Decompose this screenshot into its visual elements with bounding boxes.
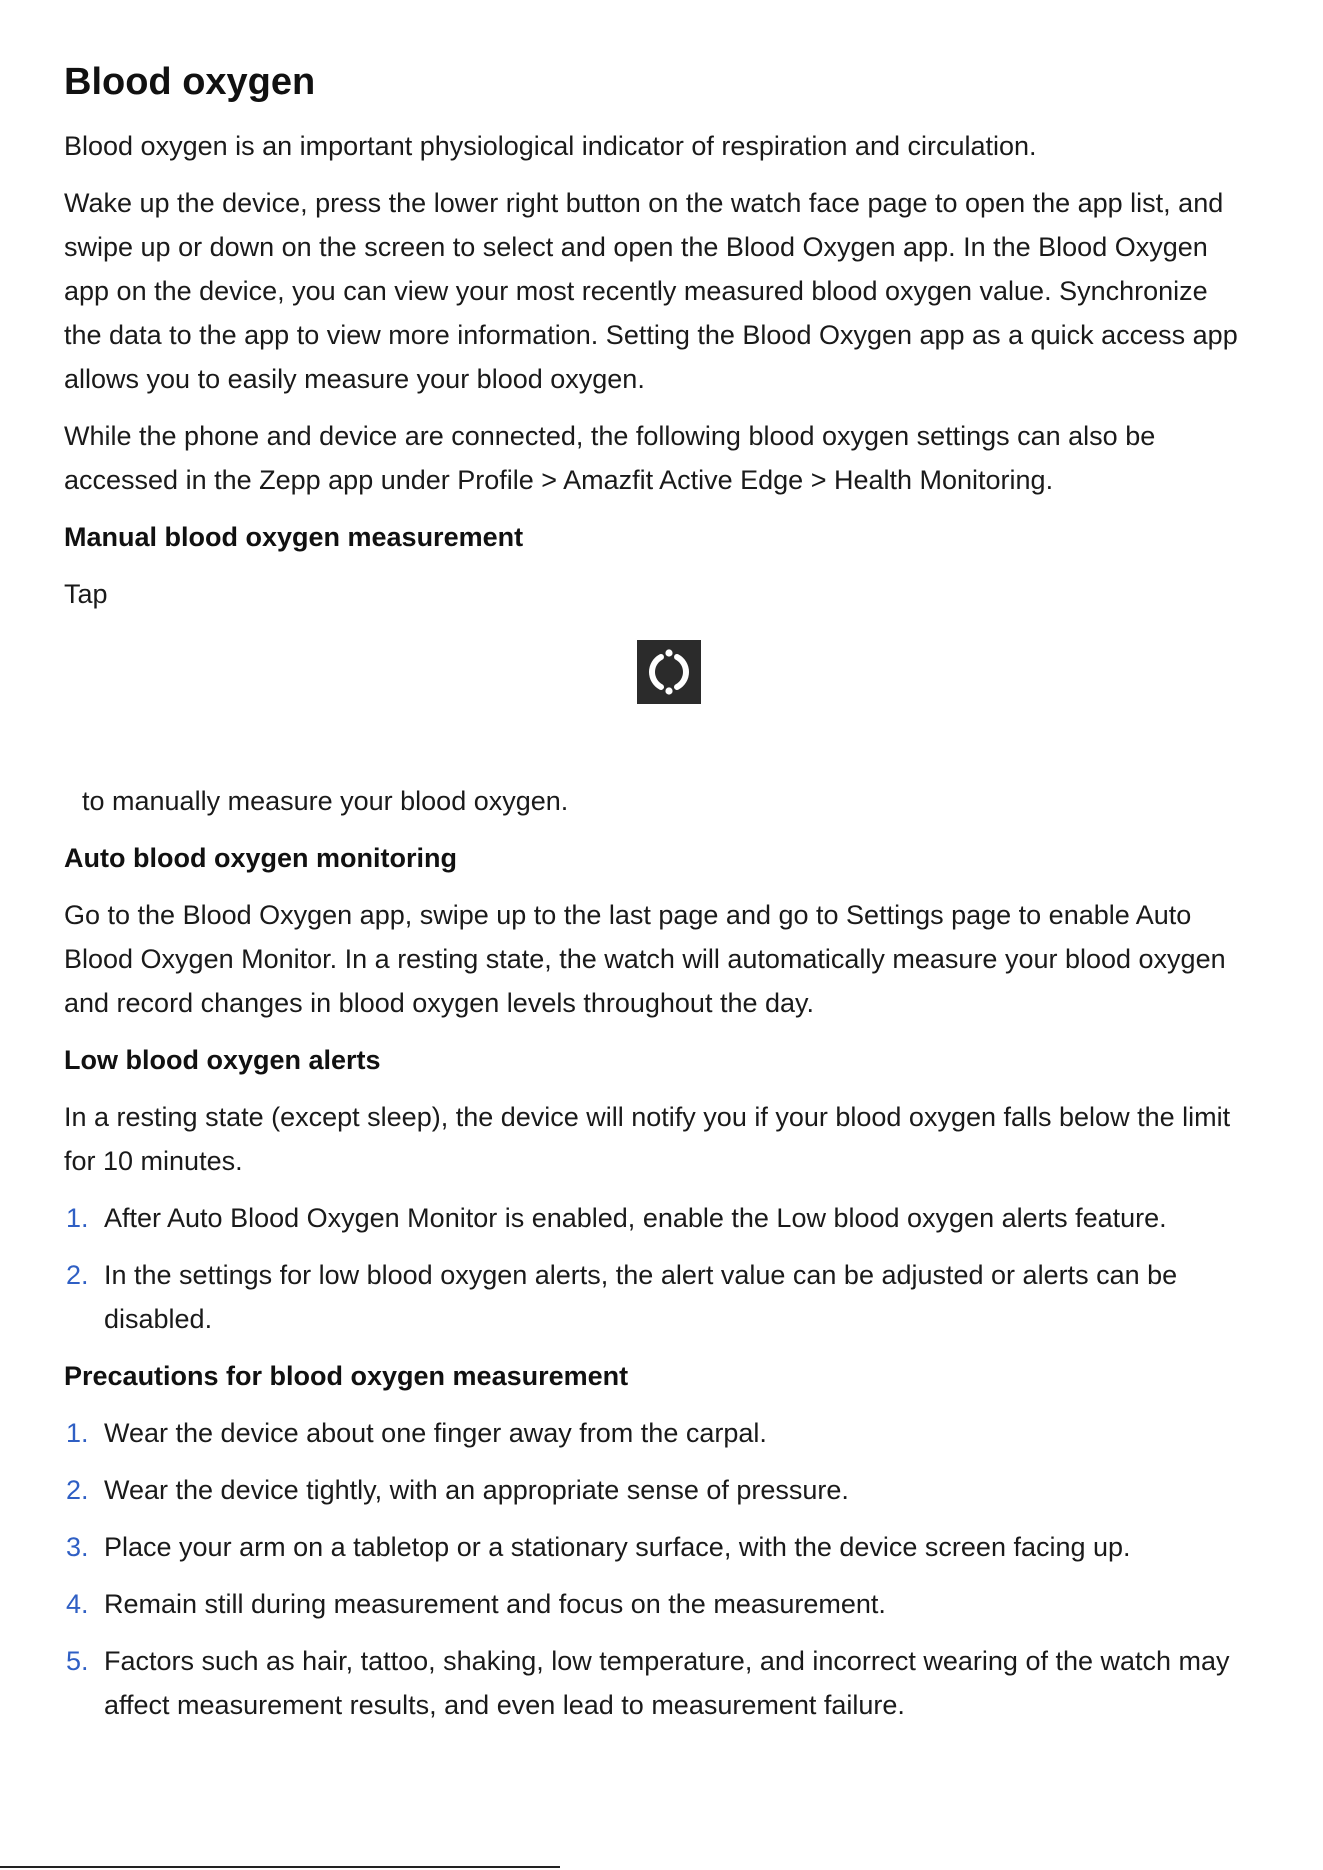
auto-monitoring-text: Go to the Blood Oxygen app, swipe up to the last page and go to Settings page to enable Auto Blood Oxygen Monitor. In a resting state, the watch will automatically measure your blood oxygen and record changes in blood oxygen levels throughout the day. xyxy=(64,899,1226,1018)
list-item-text: Wear the device about one finger away from the carpal. xyxy=(104,1417,767,1448)
list-item-text: In the settings for low blood oxygen alerts, the alert value can be adjusted or alerts can be disabled. xyxy=(104,1259,1178,1334)
list-item xyxy=(64,1468,1244,1512)
list-number: 1. xyxy=(66,1417,89,1448)
list-item xyxy=(64,1253,1244,1341)
list-number: 2. xyxy=(66,1474,89,1505)
settings-path-paragraph: While the phone and device are connected, the following blood oxygen settings can also be accessed in the Zepp app under Profile > Amazfit Active Edge > Health Monitoring. xyxy=(64,420,1156,495)
manual-measurement-heading: Manual blood oxygen measurement xyxy=(64,521,524,552)
list-number: 1. xyxy=(66,1202,89,1233)
list-item xyxy=(64,1582,1244,1626)
list-number: 2. xyxy=(66,1259,89,1290)
page-title: Blood oxygen xyxy=(64,61,316,103)
precautions-list xyxy=(64,1411,1244,1727)
list-item xyxy=(64,1639,1244,1727)
icon-row xyxy=(64,629,1244,779)
after-icon-text: to manually measure your blood oxygen. xyxy=(82,785,569,816)
low-alerts-text: In a resting state (except sleep), the device will notify you if your blood oxygen falls below the limit for 10 minutes. xyxy=(64,1101,1231,1176)
list-item-text: Remain still during measurement and focus on the measurement. xyxy=(104,1588,886,1619)
tap-text: Tap xyxy=(64,578,108,609)
list-item xyxy=(64,1196,1244,1240)
precautions-heading: Precautions for blood oxygen measurement xyxy=(64,1360,629,1391)
list-item xyxy=(64,1411,1244,1455)
list-item xyxy=(64,1525,1244,1569)
list-number: 4. xyxy=(66,1588,89,1619)
low-alerts-heading: Low blood oxygen alerts xyxy=(64,1044,381,1075)
list-item-text: Wear the device tightly, with an appropriate sense of pressure. xyxy=(104,1474,849,1505)
footer-divider xyxy=(0,1866,560,1868)
open-app-paragraph: Wake up the device, press the lower right button on the watch face page to open the app list, and swipe up or down on the screen to select and open the Blood Oxygen app. In the Blood Oxygen app on the device, you can view your most recently measured blood oxygen value. Synchronize the data to the app to view more information. Setting the Blood Oxygen app as a quick access app allows you to easily measure your blood oxygen. xyxy=(64,187,1238,394)
refresh-icon xyxy=(637,640,701,704)
list-number: 5. xyxy=(66,1645,89,1676)
document-page xyxy=(64,60,1244,1740)
list-item-text: Factors such as hair, tattoo, shaking, low temperature, and incorrect wearing of the watch may affect measurement results, and even lead to measurement failure. xyxy=(104,1645,1230,1720)
list-item-text: Place your arm on a tabletop or a stationary surface, with the device screen facing up. xyxy=(104,1531,1131,1562)
auto-monitoring-heading: Auto blood oxygen monitoring xyxy=(64,842,457,873)
intro-paragraph: Blood oxygen is an important physiological indicator of respiration and circulation. xyxy=(64,130,1037,161)
list-item-text: After Auto Blood Oxygen Monitor is enabled, enable the Low blood oxygen alerts feature. xyxy=(104,1202,1167,1233)
low-alerts-list xyxy=(64,1196,1244,1341)
list-number: 3. xyxy=(66,1531,89,1562)
